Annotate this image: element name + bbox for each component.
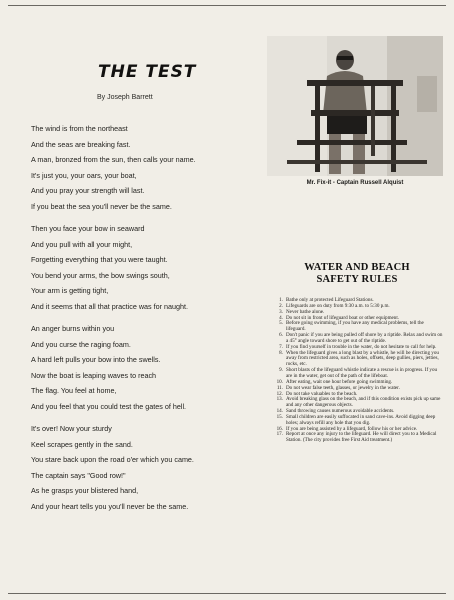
poem-line: And you pull with all your might,: [31, 239, 133, 249]
rule-number: 13.: [276, 396, 283, 403]
poem-line: A hard left pulls your bow into the swells.: [31, 355, 161, 365]
poem-stanza-4: [31, 421, 256, 515]
safety-rule: [273, 432, 443, 444]
poem-title: THE TEST: [98, 62, 197, 82]
poem-line: Forgetting everything that you were taught.: [31, 255, 168, 265]
rule-text: Do not sit in front of lifeguard boat or other equipment.: [286, 314, 400, 321]
poem-line: And you curse the raging foam.: [31, 339, 131, 349]
poem-line: It's over! Now your sturdy: [31, 424, 112, 433]
safety-rule: [273, 333, 443, 345]
poem-stanza-3: [31, 321, 256, 415]
poem-line: You bend your arms, the bow swings south,: [31, 270, 170, 280]
poem-line: Keel scrapes gently in the sand.: [31, 439, 133, 449]
safety-rules-heading: [272, 262, 442, 285]
rule-text: If you find yourself in trouble in the water, do not hesitate to call for help.: [286, 343, 437, 350]
poem-line: Now the boat is leaping waves to reach: [31, 370, 157, 380]
rule-number: 9.: [279, 367, 283, 374]
rule-number: 1.: [279, 297, 283, 303]
poem-line: The captain says "Good row!": [31, 470, 126, 480]
top-rule: [8, 5, 446, 6]
rule-number: 2.: [279, 302, 283, 309]
poem-line: Your arm is getting tight,: [31, 286, 109, 296]
rule-number: 11.: [276, 384, 283, 391]
rule-number: 6.: [279, 332, 283, 339]
rule-text: Sand throwing causes numerous avoidable accidents.: [286, 408, 395, 415]
poem-line: It's just you, your oars, your boat,: [31, 170, 137, 180]
rule-text: When the lifeguard gives a long blast by a whistle, he will be directing you away from restricted area, such as holes, offsets, deep gullies, piers, jetties, rocks, etc.: [286, 349, 439, 368]
rule-text: Do not wear false teeth, glasses, or jewelry in the water.: [286, 384, 400, 391]
rule-number: 7.: [279, 343, 283, 350]
rule-text: Avoid breaking glass on the beach, and if this condition exists pick up same and any other dangerous objects.: [286, 396, 441, 409]
poem-stanza-1: [31, 121, 256, 215]
rule-text: If you are being assisted by a lifeguard, follow his or her advice.: [286, 425, 418, 432]
safety-rules-list: [273, 298, 443, 444]
rule-text: Don't panic if you are being pulled off shore by a riptide. Relax and swim on a 45° angle toward shore to get out of the riptide.: [286, 332, 443, 344]
safety-rules-heading-line2: SAFETY RULES: [316, 273, 398, 285]
bottom-rule: [8, 593, 446, 594]
rule-text: Do not take valuables to the beach.: [286, 390, 358, 397]
poem-line: You stare back upon the road o'er which you came.: [31, 455, 194, 465]
poem-line: As he grasps your blistered hand,: [31, 486, 139, 496]
rule-text: Small children are easily suffocated in sand cave-ins. Avoid digging deep holes; always refill any hole that you dig.: [286, 413, 436, 426]
poem-line: And it seems that all that practice was for naught.: [31, 301, 189, 311]
rule-number: 5.: [279, 320, 283, 327]
poem-line: The wind is from the northeast: [31, 124, 128, 133]
rule-text: Bathe only at protected Lifeguard Stations.: [286, 297, 374, 303]
poem-line: And you feel that you could test the gates of hell.: [31, 401, 187, 411]
poem-line: And you pray your strength will last.: [31, 186, 145, 196]
poem-line: Then you face your bow in seaward: [31, 224, 145, 233]
rule-number: 3.: [279, 308, 283, 315]
rule-text: Report at once any injury to the lifeguard. He will direct you to a Medical Station. (The city provides free First Aid treatment.): [286, 431, 437, 444]
poem-stanza-2: [31, 221, 256, 315]
captain-photo: [267, 36, 443, 176]
rule-text: Short blasts of the lifeguard whistle indicate a rescue is in progress. If you are in the water, get out of the path of the lifeboat.: [286, 367, 438, 379]
poem-line: And your heart tells you you'll never be the same.: [31, 501, 189, 511]
rule-text: Lifeguards are on duty from 9:30 a.m. to 5:30 p.m.: [286, 302, 390, 309]
poem-author: By Joseph Barrett: [97, 94, 153, 101]
poem-line: The flag. You feel at home,: [31, 386, 117, 396]
rule-number: 16.: [276, 425, 283, 432]
poem-line: A man, bronzed from the sun, then calls your name.: [31, 155, 196, 165]
rule-text: Before going swimming, if you have any medical problems, tell the lifeguard.: [286, 320, 424, 333]
rule-number: 17.: [276, 431, 283, 438]
safety-rules-heading-line1: WATER AND BEACH: [304, 262, 410, 273]
poem-line: An anger burns within you: [31, 324, 115, 333]
rule-number: 8.: [279, 349, 283, 356]
poem-line: If you beat the sea you'll never be the same.: [31, 201, 172, 211]
poem-line: And the seas are breaking fast.: [31, 139, 131, 149]
safety-rule: [273, 351, 443, 369]
safety-rule: [273, 415, 443, 427]
rule-number: 14.: [276, 408, 283, 415]
rule-number: 4.: [279, 314, 283, 321]
rule-number: 15.: [276, 413, 283, 420]
captain-photo-illustration: [267, 36, 443, 176]
photo-caption: Mr. Fix-it - Captain Russell Alquist: [306, 180, 404, 186]
rule-text: After eating, wait one hour before going swimming.: [286, 378, 393, 385]
rule-text: Never bathe alone.: [286, 308, 325, 315]
rule-number: 10.: [276, 378, 283, 385]
rule-number: 12.: [276, 390, 283, 397]
